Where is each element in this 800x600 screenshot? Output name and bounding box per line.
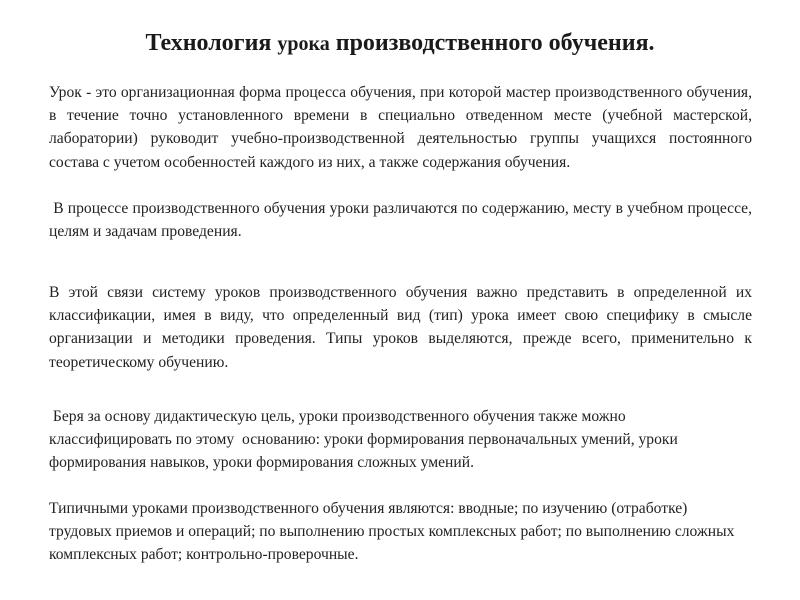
- paragraph-lesson-definition: Урок - это организационная форма процесса обучения, при которой мастер производственного обучения, в течение точно установленного времени в специально отведенном месте (учебной мастерской, лаборатории) руководит учебно-производственной деятельностью группы учащихся постоянного состава с учетом особенностей каждого из них, а также содержания обучения.: [49, 84, 752, 171]
- title-word-lesson: урока: [277, 33, 330, 55]
- title-word-technology: Технология: [145, 30, 272, 56]
- paragraph-typical-lessons: Типичными уроками производственного обучения являются: вводные; по изучению (отработке) трудовых приемов и операций; по выполнению простых комплексных работ; по выполнению сложных комплексных работ; контрольно-проверочные.: [49, 500, 735, 564]
- paragraph-lesson-classification: В этой связи систему уроков производственного обучения важно представить в определенной их классификации, имея в виду, что определенный вид (тип) урока имеет свою специфику в смысле организации и методики проведения. Типы уроков выделяются, прежде всего, применительно к теоретическому обучению.: [49, 284, 752, 371]
- paragraph-lesson-differences: В процессе производственного обучения уроки различаются по содержанию, месту в учебном процессе, целям и задачам проведения.: [49, 200, 756, 241]
- slide-title: [0, 26, 800, 61]
- title-word-production-training: производственного обучения.: [335, 30, 655, 56]
- paragraph-didactic-goal: Беря за основу дидактическую цель, уроки производственного обучения также можно классифицировать по этому основанию: уроки формирования первоначальных умений, уроки формирования навыков, уроки формирования сложных умений.: [49, 408, 682, 472]
